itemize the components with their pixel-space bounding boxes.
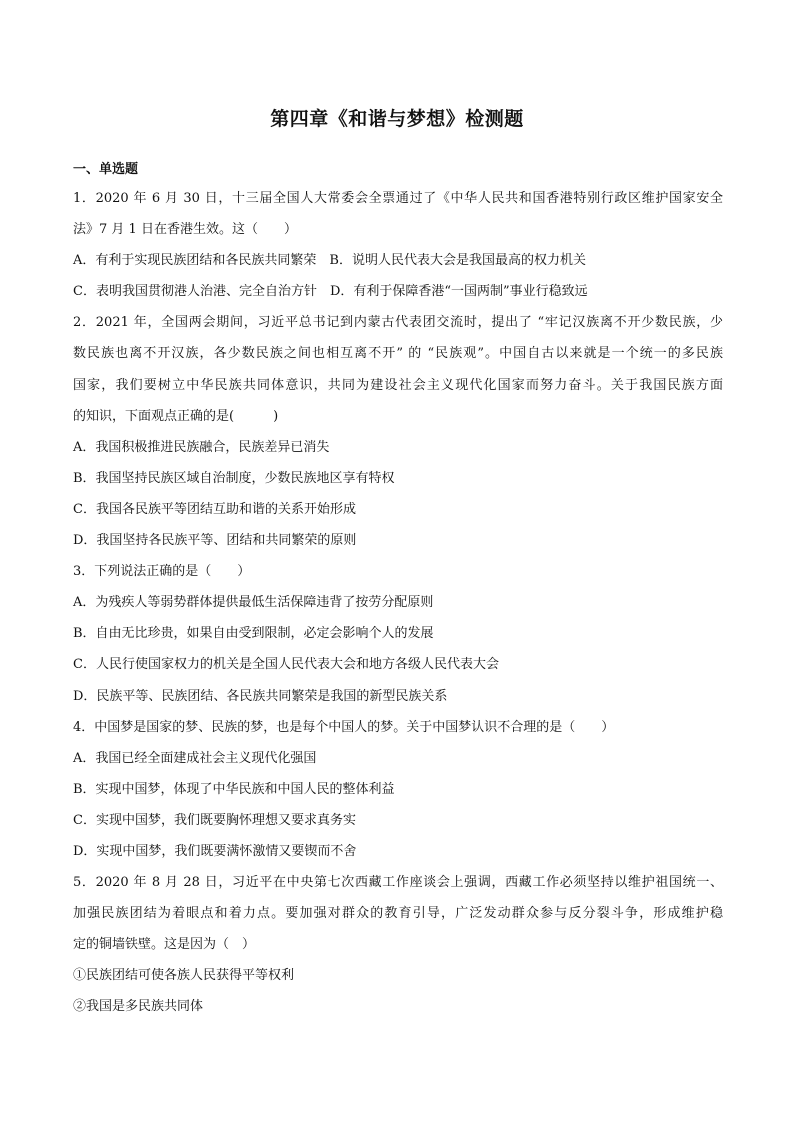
question-stem-line: 法》7 月 1 日在香港生效。这（ ） [73,222,297,238]
answer-option: D．实现中国梦，我们既要满怀激情又要锲而不舍 [73,843,357,859]
answer-option: C．表明我国贯彻港人治港、完全自治方针 D．有利于保障香港“一国两制”事业行稳致远 [73,284,588,300]
question-stem-line: 加强民族团结为着眼点和着力点。要加强对群众的教育引导，广泛发动群众参与反分裂斗争，形成维护稳 [73,906,723,922]
document-content [73,156,723,1023]
answer-option: C．我国各民族平等团结互助和谐的关系开始形成 [73,501,356,517]
question-1 [73,183,723,307]
answer-option: C．人民行使国家权力的机关是全国人民代表大会和地方各级人民代表大会 [73,657,499,673]
question-2 [73,307,723,556]
answer-option: ②我国是多民族共同体 [73,999,204,1015]
question-stem-line: 5．2020 年 8 月 28 日，习近平在中央第七次西藏工作座谈会上强调，西藏工作必须坚持以维护祖国统一、 [73,875,723,891]
answer-option: D．民族平等、民族团结、各民族共同繁荣是我国的新型民族关系 [73,688,448,704]
answer-option: B．自由无比珍贵，如果自由受到限制，必定会影响个人的发展 [73,626,434,642]
question-stem-line: 4．中国梦是国家的梦、民族的梦，也是每个中国人的梦。关于中国梦认识不合理的是（ ） [73,719,615,735]
answer-option: D．我国坚持各民族平等、团结和共同繁荣的原则 [73,533,357,549]
question-5 [73,867,723,1022]
answer-option: ①民族团结可使各族人民获得平等权利 [73,968,295,984]
question-list [73,183,723,1023]
answer-option: C．实现中国梦，我们既要胸怀理想又要求真务实 [73,812,356,828]
answer-option: A．为残疾人等弱势群体提供最低生活保障违背了按劳分配原则 [73,595,434,611]
answer-option: B．我国坚持民族区域自治制度，少数民族地区享有特权 [73,470,395,486]
question-stem-line: 定的铜墙铁壁。这是因为（ ） [73,937,256,953]
answer-option: A．我国积极推进民族融合，民族差异已消失 [73,439,330,455]
answer-option: B．实现中国梦，体现了中华民族和中国人民的整体利益 [73,781,395,797]
question-stem-line: 的知识，下面观点正确的是( ) [73,408,279,424]
section-heading: 一、单选题 [73,162,139,177]
document-title: 第四章《和谐与梦想》检测题 [270,108,524,130]
question-stem-line: 数民族也离不开汉族，各少数民族之间也相互离不开” 的 “民族观”。中国自古以来就是一个统一的多民族 [73,346,723,362]
question-stem-line: 3．下列说法正确的是（ ） [73,564,251,580]
answer-option: A．我国已经全面建成社会主义现代化强国 [73,750,317,766]
question-stem-line: 2．2021 年，全国两会期间，习近平总书记到内蒙古代表团交流时，提出了 “牢记汉族离不开少数民族，少 [73,315,723,331]
question-stem-line: 国家，我们要树立中华民族共同体意识，共同为建设社会主义现代化国家而努力奋斗。关于我国民族方面 [73,377,723,393]
question-stem-line: 1．2020 年 6 月 30 日，十三届全国人大常委会全票通过了《中华人民共和国香港特别行政区维护国家安全 [73,191,723,206]
answer-option: A．有利于实现民族团结和各民族共同繁荣 B．说明人民代表大会是我国最高的权力机关 [73,253,586,269]
question-3 [73,556,723,711]
question-4 [73,712,723,867]
